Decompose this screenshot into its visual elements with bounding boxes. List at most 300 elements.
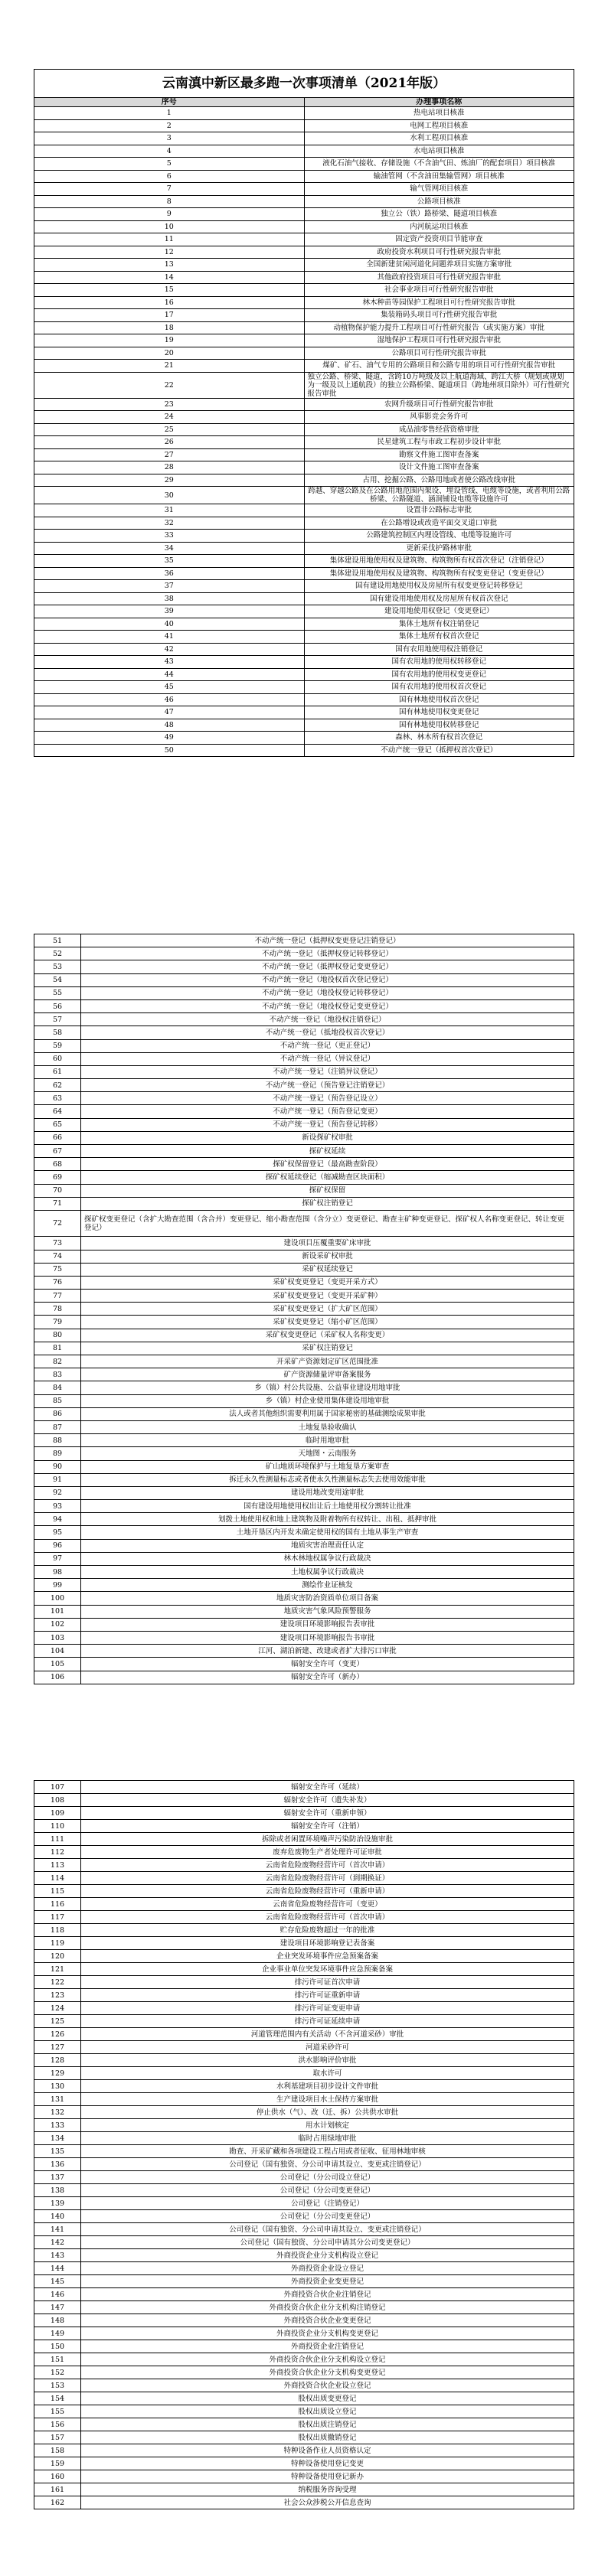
row-number: 140	[34, 2210, 81, 2223]
table-row	[34, 2366, 574, 2379]
row-number: 127	[34, 2041, 81, 2054]
table-page-1	[34, 69, 574, 757]
row-number: 53	[34, 960, 81, 973]
row-number: 118	[34, 1924, 81, 1937]
table-row	[34, 2340, 574, 2353]
table-row	[34, 1566, 574, 1579]
row-item-name: 公路项目核准	[304, 195, 574, 208]
table-row	[34, 271, 574, 284]
table-row	[34, 631, 574, 644]
row-item-name: 不动产统一登记（预告登记变更）	[81, 1105, 574, 1118]
table-row	[34, 2197, 574, 2210]
row-number: 63	[34, 1092, 81, 1105]
row-number: 96	[34, 1539, 81, 1552]
row-number: 23	[34, 398, 305, 411]
row-item-name: 不动产统一登记（抵地役权首次登记）	[81, 1026, 574, 1039]
table-row	[34, 732, 574, 745]
table-row	[34, 259, 574, 272]
row-item-name: 废弃危废物生产者处理许可证审批	[81, 1846, 574, 1859]
table-row	[34, 580, 574, 593]
table-row	[34, 542, 574, 555]
table-row	[34, 474, 574, 487]
table-row	[34, 1592, 574, 1605]
row-number: 54	[34, 973, 81, 986]
table-row	[34, 1237, 574, 1250]
list-table	[34, 934, 574, 1684]
row-item-name: 不动产统一登记（预告登记注销登记）	[81, 1079, 574, 1092]
row-number: 124	[34, 2002, 81, 2015]
table-row	[34, 2327, 574, 2340]
row-item-name: 不动产统一登记（更正登记）	[81, 1039, 574, 1052]
row-item-name: 用水计划核定	[81, 2119, 574, 2132]
row-number: 115	[34, 1885, 81, 1898]
row-item-name: 不动产统一登记（抵押权首次登记）	[304, 744, 574, 757]
row-item-name: 乡（镇）村企业使用集体建设用地审批	[81, 1394, 574, 1407]
table-row	[34, 1486, 574, 1499]
table-row	[34, 567, 574, 580]
row-number: 77	[34, 1290, 81, 1303]
row-number: 108	[34, 1794, 81, 1807]
table-page-2	[34, 934, 574, 1684]
table-row	[34, 618, 574, 631]
row-item-name: 云南省危险废物经营许可（首次申请）	[81, 1859, 574, 1872]
table-row	[34, 2483, 574, 2496]
row-item-name: 农网升级项目可行性研究报告审批	[304, 398, 574, 411]
row-item-name: 企业突发环境事件应急预案备案	[81, 1950, 574, 1963]
row-item-name: 外商投资企业设立登记	[81, 2262, 574, 2275]
row-item-name: 电网工程项目核准	[304, 119, 574, 132]
row-item-name: 不动产统一登记（注销异议登记）	[81, 1065, 574, 1078]
row-number: 7	[34, 183, 305, 196]
table-row	[34, 2262, 574, 2275]
row-number: 82	[34, 1355, 81, 1368]
table-row	[34, 1355, 574, 1368]
row-item-name: 不动产统一登记（地役权首次登记登记）	[81, 973, 574, 986]
row-number: 59	[34, 1039, 81, 1052]
table-row	[34, 1197, 574, 1210]
table-row	[34, 1105, 574, 1118]
table-row	[34, 1513, 574, 1526]
row-item-name: 辐射安全许可（新办）	[81, 1671, 574, 1684]
table-row	[34, 2158, 574, 2171]
row-number: 65	[34, 1118, 81, 1131]
table-row	[34, 1092, 574, 1105]
row-item-name: 矿产资源储量评审备案服务	[81, 1368, 574, 1381]
row-item-name: 建设用地使用权登记（变更登记）	[304, 605, 574, 618]
table-row	[34, 504, 574, 517]
row-number: 103	[34, 1631, 81, 1644]
row-number: 114	[34, 1872, 81, 1885]
table-row	[34, 693, 574, 706]
row-item-name: 特种设备使用登记变更	[81, 2457, 574, 2470]
table-row	[34, 1976, 574, 1989]
row-item-name: 外商投资企业注销登记	[81, 2340, 574, 2353]
row-number: 17	[34, 309, 305, 322]
row-number: 109	[34, 1807, 81, 1820]
table-row	[34, 960, 574, 973]
row-item-name: 液化石油气接收、存储设施（不含油气田、炼油厂的配套项目）项目核准	[304, 158, 574, 171]
table-row	[34, 2379, 574, 2392]
row-item-name: 更新采伐护路林审批	[304, 542, 574, 555]
row-item-name: 不动产统一登记（预告登记转移）	[81, 1118, 574, 1131]
row-number: 43	[34, 656, 305, 669]
row-number: 76	[34, 1276, 81, 1289]
table-row	[34, 1552, 574, 1565]
row-number: 8	[34, 195, 305, 208]
row-number: 150	[34, 2340, 81, 2353]
table-row	[34, 423, 574, 436]
row-item-name: 法人或者其他组织需要利用属于国家秘密的基础测绘成果审批	[81, 1407, 574, 1420]
row-number: 4	[34, 145, 305, 158]
table-row	[34, 1342, 574, 1355]
row-item-name: 不动产统一登记（抵押权登记变更登记）	[81, 960, 574, 973]
row-number: 30	[34, 487, 305, 504]
row-number: 99	[34, 1579, 81, 1592]
row-number: 137	[34, 2171, 81, 2184]
table-row	[34, 1316, 574, 1329]
row-number: 89	[34, 1447, 81, 1460]
table-row	[34, 2457, 574, 2470]
row-number: 11	[34, 233, 305, 246]
table-row	[34, 1434, 574, 1447]
table-row	[34, 1131, 574, 1144]
row-item-name: 停止供水（气）、改（迁、拆）公共供水审批	[81, 2106, 574, 2119]
row-number: 80	[34, 1329, 81, 1342]
row-number: 133	[34, 2119, 81, 2132]
table-row	[34, 744, 574, 757]
row-number: 123	[34, 1989, 81, 2002]
table-row	[34, 1263, 574, 1276]
row-item-name: 采矿权变更登记（变更开采方式）	[81, 1276, 574, 1289]
row-number: 38	[34, 592, 305, 605]
row-item-name: 公司登记（分公司变更登记）	[81, 2184, 574, 2197]
table-row	[34, 1846, 574, 1859]
table-row	[34, 517, 574, 530]
row-item-name: 新设采矿权审批	[81, 1250, 574, 1263]
row-number: 125	[34, 2015, 81, 2028]
row-item-name: 林木种苗等园保护工程项目可行性研究报告审批	[304, 296, 574, 309]
row-number: 5	[34, 158, 305, 171]
row-number: 92	[34, 1486, 81, 1499]
row-item-name: 公司登记（注销登记）	[81, 2197, 574, 2210]
row-number: 84	[34, 1381, 81, 1394]
table-row	[34, 1394, 574, 1407]
row-number: 9	[34, 208, 305, 221]
row-item-name: 外商投资合伙企业分支机构变更登记	[81, 2366, 574, 2379]
row-number: 104	[34, 1645, 81, 1658]
row-number: 27	[34, 448, 305, 461]
row-number: 45	[34, 681, 305, 694]
row-number: 51	[34, 934, 81, 947]
row-number: 117	[34, 1911, 81, 1924]
row-item-name: 股权出质注销登记	[81, 2418, 574, 2431]
row-number: 143	[34, 2249, 81, 2262]
table-row	[34, 2314, 574, 2327]
table-row	[34, 2028, 574, 2041]
row-number: 145	[34, 2275, 81, 2288]
row-item-name: 天地图・云南服务	[81, 1447, 574, 1460]
row-number: 100	[34, 1592, 81, 1605]
row-number: 49	[34, 732, 305, 745]
table-row	[34, 233, 574, 246]
row-item-name: 辐射安全许可（重新申领）	[81, 1807, 574, 1820]
row-item-name: 林木林地权属争议行政裁决	[81, 1552, 574, 1565]
row-number: 136	[34, 2158, 81, 2171]
row-number: 105	[34, 1658, 81, 1671]
table-row	[34, 2431, 574, 2444]
row-number: 25	[34, 423, 305, 436]
table-row	[34, 2015, 574, 2028]
row-item-name: 内河航运项目核准	[304, 220, 574, 233]
table-row	[34, 1950, 574, 1963]
row-number: 152	[34, 2366, 81, 2379]
row-item-name: 取水许可	[81, 2067, 574, 2080]
row-item-name: 公路项目可行性研究报告审批	[304, 347, 574, 360]
row-item-name: 在公路增设或改造平面交叉道口审批	[304, 517, 574, 530]
row-item-name: 成品油零售经营资格审批	[304, 423, 574, 436]
table-row	[34, 2054, 574, 2067]
row-item-name: 集装箱码头项目可行性研究报告审批	[304, 309, 574, 322]
table-row	[34, 986, 574, 999]
table-row	[34, 1276, 574, 1289]
row-number: 154	[34, 2392, 81, 2405]
table-row	[34, 1329, 574, 1342]
row-item-name: 输油管网（不含油田集输管网）项目核准	[304, 170, 574, 183]
row-item-name: 国有农用地使用权注销登记	[304, 643, 574, 656]
row-number: 120	[34, 1950, 81, 1963]
row-number: 95	[34, 1526, 81, 1539]
table-row	[34, 1924, 574, 1937]
table-row	[34, 1859, 574, 1872]
table-row	[34, 1579, 574, 1592]
table-row	[34, 334, 574, 347]
row-item-name: 探矿权保留	[81, 1184, 574, 1197]
table-row	[34, 2418, 574, 2431]
row-item-name: 公司登记（分公司设立登记）	[81, 2171, 574, 2184]
table-row	[34, 183, 574, 196]
row-number: 111	[34, 1833, 81, 1846]
table-row	[34, 668, 574, 681]
row-number: 135	[34, 2145, 81, 2158]
row-number: 158	[34, 2444, 81, 2457]
table-row	[34, 1250, 574, 1263]
row-item-name: 社会公众涉税公开信息查询	[81, 2496, 574, 2509]
row-number: 46	[34, 693, 305, 706]
row-number: 58	[34, 1026, 81, 1039]
row-item-name: 建设项目压覆重要矿床审批	[81, 1237, 574, 1250]
row-item-name: 外商投资企业分支机构变更登记	[81, 2327, 574, 2340]
row-number: 157	[34, 2431, 81, 2444]
row-item-name: 独立公路、桥梁、隧道，含跨10万吨级及以上航道海域、跨江大桥（规划或规划为一级及以上通航段）的独立公路桥梁、隧道项目（跨地州项目除外）可行性研究报告审批	[304, 372, 574, 398]
row-item-name: 水利基建项目初步设计文件审批	[81, 2080, 574, 2093]
table-row	[34, 2392, 574, 2405]
table-row	[34, 1807, 574, 1820]
table-row	[34, 1794, 574, 1807]
table-row	[34, 1937, 574, 1950]
row-number: 88	[34, 1434, 81, 1447]
table-page-3	[34, 1780, 574, 2509]
row-item-name: 建设项目环境影响报告书审批	[81, 1631, 574, 1644]
table-row	[34, 1605, 574, 1618]
row-item-name: 探矿权延续登记（缩减勘查区块面积）	[81, 1171, 574, 1184]
row-number: 134	[34, 2132, 81, 2145]
row-item-name: 拆迁永久性测量标志或者使永久性测量标志失去使用效能审批	[81, 1473, 574, 1486]
row-number: 107	[34, 1781, 81, 1794]
row-number: 142	[34, 2236, 81, 2249]
row-item-name: 建设项目环境影响报告表审批	[81, 1618, 574, 1631]
table-row	[34, 1872, 574, 1885]
table-row	[34, 1145, 574, 1158]
table-row	[34, 999, 574, 1012]
table-row	[34, 1885, 574, 1898]
row-number: 16	[34, 296, 305, 309]
table-row	[34, 1420, 574, 1433]
table-row	[34, 1911, 574, 1924]
row-number: 48	[34, 719, 305, 732]
row-number: 13	[34, 259, 305, 272]
table-row	[34, 2405, 574, 2418]
row-item-name: 云南省危险废物经营许可（到期换证）	[81, 1872, 574, 1885]
row-item-name: 拆除或者闲置环境噪声污染防治设施审批	[81, 1833, 574, 1846]
row-item-name: 排污许可证变更申请	[81, 2002, 574, 2015]
row-number: 81	[34, 1342, 81, 1355]
table-row	[34, 284, 574, 297]
row-number: 98	[34, 1566, 81, 1579]
table-row	[34, 1026, 574, 1039]
row-item-name: 设计文件施工图审查备案	[304, 461, 574, 474]
row-item-name: 临时占用绿地审批	[81, 2132, 574, 2145]
row-item-name: 公司登记（国有独资、分公司申请其设立、变更或注销登记）	[81, 2223, 574, 2236]
row-number: 41	[34, 631, 305, 644]
row-number: 2	[34, 119, 305, 132]
table-row	[34, 461, 574, 474]
row-item-name: 外商投资合伙企业分支机构注销登记	[81, 2301, 574, 2314]
table-row	[34, 1658, 574, 1671]
row-number: 91	[34, 1473, 81, 1486]
row-item-name: 跨越、穿越公路及在公路用地范围内架设、埋设管线、电缆等设施，或者利用公路桥梁、公路隧道、涵洞铺设电缆等设施许可	[304, 487, 574, 504]
table-row	[34, 592, 574, 605]
table-row	[34, 555, 574, 568]
row-item-name: 国有农用地的使用权变更登记	[304, 668, 574, 681]
row-item-name: 采矿权变更登记（变更开采矿种）	[81, 1290, 574, 1303]
row-number: 160	[34, 2470, 81, 2483]
row-item-name: 生产建设项目水土保持方案审批	[81, 2093, 574, 2106]
row-item-name: 股权出质设立登记	[81, 2405, 574, 2418]
row-number: 138	[34, 2184, 81, 2197]
table-row	[34, 934, 574, 947]
row-number: 106	[34, 1671, 81, 1684]
row-item-name: 开采矿产资源划定矿区范围批准	[81, 1355, 574, 1368]
table-row	[34, 1184, 574, 1197]
row-item-name: 建设用地改变用途审批	[81, 1486, 574, 1499]
table-row	[34, 145, 574, 158]
row-item-name: 勘查、开采矿藏和各项建设工程占用或者征收、征用林地审核	[81, 2145, 574, 2158]
table-row	[34, 2301, 574, 2314]
table-row	[34, 296, 574, 309]
table-row	[34, 2444, 574, 2457]
row-number: 79	[34, 1316, 81, 1329]
row-number: 129	[34, 2067, 81, 2080]
table-row	[34, 2119, 574, 2132]
row-item-name: 云南省危险废物经营许可（变更）	[81, 1898, 574, 1911]
table-row	[34, 656, 574, 669]
row-number: 161	[34, 2483, 81, 2496]
row-number: 132	[34, 2106, 81, 2119]
row-item-name: 集体建设用地使用权及建筑物、构筑物所有权首次登记（注销登记）	[304, 555, 574, 568]
row-item-name: 国有建设用地使用权及房屋所有权首次登记	[304, 592, 574, 605]
row-item-name: 社会事业项目可行性研究报告审批	[304, 284, 574, 297]
table-row	[34, 2288, 574, 2301]
row-number: 67	[34, 1145, 81, 1158]
row-number: 29	[34, 474, 305, 487]
row-item-name: 临时用地审批	[81, 1434, 574, 1447]
row-item-name: 外商投资合伙企业注销登记	[81, 2288, 574, 2301]
table-row	[34, 220, 574, 233]
table-row	[34, 1539, 574, 1552]
row-number: 113	[34, 1859, 81, 1872]
row-item-name: 纳税服务咨询受理	[81, 2483, 574, 2496]
row-item-name: 探矿权注销登记	[81, 1197, 574, 1210]
row-item-name: 云南省危险废物经营许可（首次申请）	[81, 1911, 574, 1924]
row-item-name: 民星建筑工程与市政工程初步设计审批	[304, 436, 574, 449]
table-body	[34, 934, 574, 1684]
table-row	[34, 347, 574, 360]
row-item-name: 动植物保护能力提升工程项目可行性研究报告（或实施方案）审批	[304, 321, 574, 334]
table-row	[34, 2080, 574, 2093]
row-item-name: 国有林地使用权转移登记	[304, 719, 574, 732]
row-item-name: 云南省危险废物经营许可（重新申请）	[81, 1885, 574, 1898]
row-item-name: 建设项目环境影响登记表备案	[81, 1937, 574, 1950]
row-number: 85	[34, 1394, 81, 1407]
row-item-name: 不动产统一登记（抵押权变更登记注销登记）	[81, 934, 574, 947]
row-item-name: 全国新建贫闲河道化问题养项目实施方案审批	[304, 259, 574, 272]
table-row	[34, 2132, 574, 2145]
row-number: 122	[34, 1976, 81, 1989]
table-row	[34, 372, 574, 398]
row-number: 34	[34, 542, 305, 555]
row-item-name: 公司登记（国有独资、分公司申请其分公司变更登记）	[81, 2236, 574, 2249]
table-row	[34, 2145, 574, 2158]
row-number: 61	[34, 1065, 81, 1078]
table-row	[34, 2093, 574, 2106]
row-item-name: 设置非公路标志审批	[304, 504, 574, 517]
table-row	[34, 530, 574, 543]
row-item-name: 风事影竞会务许可	[304, 411, 574, 424]
table-row	[34, 119, 574, 132]
row-item-name: 乡（镇）村公共设施、公益事业建设用地审批	[81, 1381, 574, 1394]
row-number: 1	[34, 107, 305, 120]
row-number: 22	[34, 372, 305, 398]
row-number: 55	[34, 986, 81, 999]
row-number: 151	[34, 2353, 81, 2366]
table-body	[34, 1781, 574, 2509]
table-row	[34, 1618, 574, 1631]
row-number: 26	[34, 436, 305, 449]
table-row	[34, 2249, 574, 2262]
table-row	[34, 487, 574, 504]
table-row	[34, 1898, 574, 1911]
row-number: 42	[34, 643, 305, 656]
table-header	[34, 98, 574, 107]
row-item-name: 特种设备作业人员资格认定	[81, 2444, 574, 2457]
row-item-name: 洪水影响评价审批	[81, 2054, 574, 2067]
row-number: 144	[34, 2262, 81, 2275]
seq-header: 序号	[34, 98, 305, 107]
row-number: 10	[34, 220, 305, 233]
row-item-name: 固定资产投资项目节能审查	[304, 233, 574, 246]
row-number: 14	[34, 271, 305, 284]
name-header: 办理事项名称	[304, 98, 574, 107]
